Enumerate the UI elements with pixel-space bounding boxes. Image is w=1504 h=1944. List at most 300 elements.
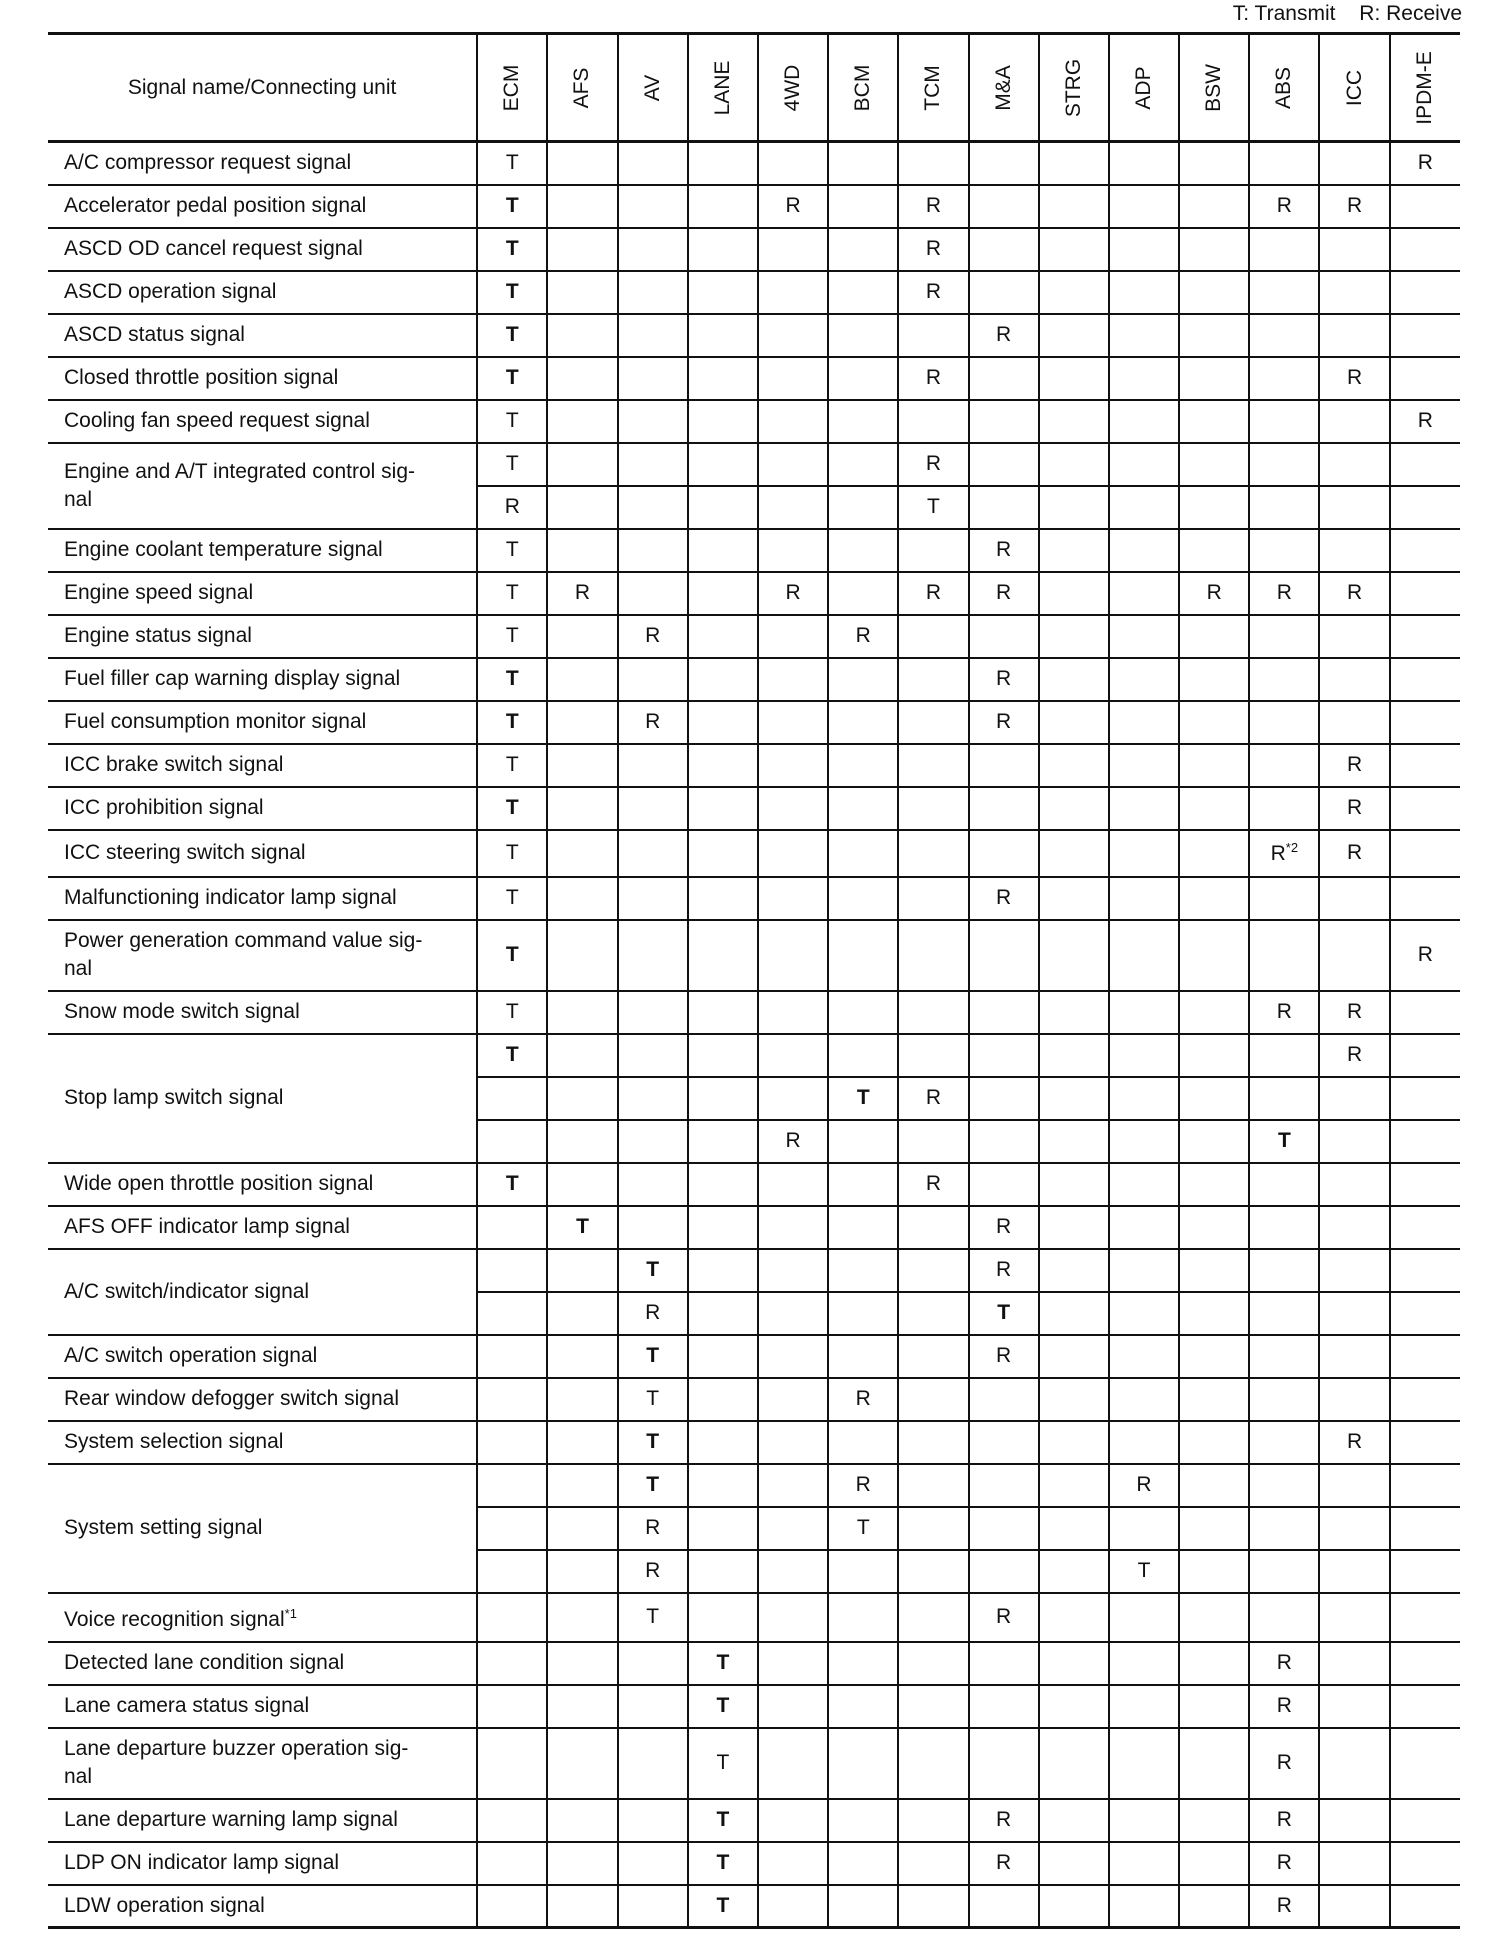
signal-cell-strg	[1039, 877, 1109, 920]
signal-cell-4wd	[758, 271, 828, 314]
signal-cell-ipdm-e	[1390, 1077, 1460, 1120]
signal-name-cell: A/C switch/indicator signal	[48, 1249, 477, 1335]
signal-cell-lane	[688, 1206, 758, 1249]
signal-cell-m-a	[969, 830, 1039, 877]
signal-name-cell: Lane camera status signal	[48, 1685, 477, 1728]
unit-header-4wd	[758, 34, 828, 142]
signal-name-cell: Power generation command value sig- nal	[48, 920, 477, 991]
signal-cell-m-a	[969, 1885, 1039, 1928]
signal-cell-afs	[547, 1507, 617, 1550]
signal-cell-icc	[1319, 1120, 1389, 1163]
legend-receive: R: Receive	[1359, 2, 1462, 25]
unit-header-label: AV	[640, 74, 664, 101]
signal-cell-ipdm-e	[1390, 1249, 1460, 1292]
signal-cell-4wd	[758, 1335, 828, 1378]
signal-cell-bsw	[1179, 877, 1249, 920]
signal-cell-av	[618, 314, 688, 357]
signal-name-cell: Rear window defogger switch signal	[48, 1378, 477, 1421]
signal-cell-bcm	[828, 357, 898, 400]
signal-cell-icc	[1319, 486, 1389, 529]
signal-cell-tcm	[898, 920, 968, 991]
signal-cell-afs	[547, 658, 617, 701]
signal-cell-abs	[1249, 271, 1319, 314]
signal-cell-afs	[547, 991, 617, 1034]
signal-cell-adp	[1109, 1335, 1179, 1378]
table-row	[48, 228, 1460, 271]
signal-cell-ipdm-e	[1390, 991, 1460, 1034]
signal-cell-ecm	[477, 1077, 547, 1120]
signal-cell-abs: R	[1249, 1842, 1319, 1885]
signal-cell-tcm	[898, 142, 968, 185]
signal-name-cell: ASCD status signal	[48, 314, 477, 357]
signal-cell-afs	[547, 486, 617, 529]
signal-cell-afs	[547, 357, 617, 400]
table-row	[48, 1206, 1460, 1249]
signal-cell-4wd: R	[758, 1120, 828, 1163]
signal-cell-afs	[547, 314, 617, 357]
signal-cell-icc	[1319, 400, 1389, 443]
signal-cell-tcm	[898, 658, 968, 701]
signal-cell-bcm	[828, 1550, 898, 1593]
signal-cell-av	[618, 357, 688, 400]
signal-cell-av	[618, 787, 688, 830]
signal-cell-ipdm-e	[1390, 1378, 1460, 1421]
signal-cell-4wd	[758, 1593, 828, 1642]
signal-cell-av: R	[618, 615, 688, 658]
signal-cell-m-a: R	[969, 1593, 1039, 1642]
signal-cell-tcm	[898, 1292, 968, 1335]
signal-cell-ipdm-e	[1390, 1842, 1460, 1885]
signal-cell-ecm	[477, 1120, 547, 1163]
signal-cell-bsw	[1179, 1728, 1249, 1799]
signal-cell-av	[618, 1034, 688, 1077]
signal-cell-bsw	[1179, 443, 1249, 486]
unit-header-m-a	[969, 34, 1039, 142]
signal-cell-adp	[1109, 1842, 1179, 1885]
signal-cell-afs	[547, 920, 617, 991]
signal-cell-bsw	[1179, 1292, 1249, 1335]
signal-cell-tcm	[898, 701, 968, 744]
signal-cell-bcm	[828, 1249, 898, 1292]
signal-cell-adp	[1109, 443, 1179, 486]
table-row	[48, 400, 1460, 443]
signal-cell-bsw	[1179, 1335, 1249, 1378]
signal-cell-ipdm-e	[1390, 314, 1460, 357]
signal-cell-m-a: R	[969, 1842, 1039, 1885]
signal-cell-afs	[547, 1335, 617, 1378]
signal-cell-icc	[1319, 1885, 1389, 1928]
signal-cell-m-a	[969, 1550, 1039, 1593]
signal-cell-afs	[547, 1685, 617, 1728]
signal-cell-lane	[688, 1464, 758, 1507]
signal-name-cell: Closed throttle position signal	[48, 357, 477, 400]
signal-cell-tcm	[898, 1642, 968, 1685]
signal-cell-m-a	[969, 787, 1039, 830]
signal-cell-afs	[547, 1550, 617, 1593]
signal-cell-bcm	[828, 830, 898, 877]
unit-header-afs	[547, 34, 617, 142]
signal-cell-bcm	[828, 787, 898, 830]
signal-cell-ecm	[477, 1550, 547, 1593]
signal-cell-bsw	[1179, 1464, 1249, 1507]
signal-cell-icc: R	[1319, 744, 1389, 787]
signal-cell-4wd	[758, 1034, 828, 1077]
signal-cell-tcm	[898, 1507, 968, 1550]
signal-cell-icc	[1319, 1163, 1389, 1206]
signal-cell-bsw	[1179, 1642, 1249, 1685]
table-row	[48, 1249, 1460, 1292]
signal-cell-av	[618, 830, 688, 877]
signal-cell-ipdm-e	[1390, 185, 1460, 228]
signal-cell-ecm	[477, 1799, 547, 1842]
signal-cell-lane	[688, 443, 758, 486]
signal-cell-adp: T	[1109, 1550, 1179, 1593]
signal-cell-bcm	[828, 271, 898, 314]
signal-cell-icc	[1319, 1550, 1389, 1593]
signal-cell-lane	[688, 1034, 758, 1077]
unit-header-label: STRG	[1061, 58, 1085, 117]
signal-cell-icc	[1319, 615, 1389, 658]
signal-cell-strg	[1039, 185, 1109, 228]
signal-cell-icc	[1319, 1507, 1389, 1550]
unit-header-adp	[1109, 34, 1179, 142]
signal-cell-bcm	[828, 1421, 898, 1464]
signal-cell-adp	[1109, 1885, 1179, 1928]
unit-header-label: AFS	[570, 67, 594, 108]
signal-cell-strg	[1039, 1292, 1109, 1335]
signal-cell-afs	[547, 1464, 617, 1507]
signal-cell-abs	[1249, 228, 1319, 271]
signal-cell-ipdm-e	[1390, 1034, 1460, 1077]
signal-cell-bcm: T	[828, 1507, 898, 1550]
signal-cell-lane	[688, 991, 758, 1034]
signal-cell-icc: R	[1319, 357, 1389, 400]
signal-cell-lane	[688, 744, 758, 787]
signal-cell-m-a	[969, 443, 1039, 486]
signal-cell-strg	[1039, 314, 1109, 357]
table-row	[48, 1163, 1460, 1206]
signal-cell-bcm	[828, 744, 898, 787]
signal-cell-ipdm-e	[1390, 228, 1460, 271]
signal-cell-adp	[1109, 1593, 1179, 1642]
signal-cell-bsw	[1179, 142, 1249, 185]
signal-cell-afs	[547, 1642, 617, 1685]
signal-cell-bcm	[828, 228, 898, 271]
signal-cell-bsw	[1179, 486, 1249, 529]
table-row	[48, 877, 1460, 920]
signal-cell-bsw	[1179, 1034, 1249, 1077]
signal-cell-ecm	[477, 1728, 547, 1799]
signal-cell-abs	[1249, 658, 1319, 701]
signal-cell-m-a	[969, 1642, 1039, 1685]
signal-cell-tcm	[898, 529, 968, 572]
signal-cell-ecm: T	[477, 572, 547, 615]
signal-cell-abs	[1249, 314, 1319, 357]
signal-cell-ipdm-e	[1390, 787, 1460, 830]
signal-cell-strg	[1039, 1550, 1109, 1593]
signal-cell-icc: R	[1319, 787, 1389, 830]
table-row	[48, 1335, 1460, 1378]
signal-cell-tcm	[898, 1335, 968, 1378]
signal-cell-afs	[547, 787, 617, 830]
signal-cell-strg	[1039, 572, 1109, 615]
signal-cell-strg	[1039, 1593, 1109, 1642]
signal-cell-bcm	[828, 1034, 898, 1077]
signal-cell-4wd	[758, 1728, 828, 1799]
signal-cell-av	[618, 744, 688, 787]
signal-cell-bcm	[828, 1292, 898, 1335]
signal-cell-icc	[1319, 314, 1389, 357]
signal-cell-lane	[688, 572, 758, 615]
signal-cell-abs: $R^{*2}$	[1249, 830, 1319, 877]
signal-cell-adp	[1109, 1034, 1179, 1077]
signal-cell-bcm	[828, 1206, 898, 1249]
signal-cell-abs: R	[1249, 991, 1319, 1034]
signal-cell-ipdm-e	[1390, 1206, 1460, 1249]
signal-cell-strg	[1039, 920, 1109, 991]
signal-name-cell: Detected lane condition signal	[48, 1642, 477, 1685]
signal-name-cell: Lane departure warning lamp signal	[48, 1799, 477, 1842]
signal-cell-afs	[547, 1378, 617, 1421]
signal-cell-m-a: R	[969, 658, 1039, 701]
signal-cell-m-a	[969, 185, 1039, 228]
signal-cell-bcm	[828, 991, 898, 1034]
signal-cell-4wd	[758, 486, 828, 529]
signal-cell-tcm	[898, 1034, 968, 1077]
signal-cell-bsw	[1179, 1077, 1249, 1120]
signal-cell-av	[618, 658, 688, 701]
signal-cell-av	[618, 185, 688, 228]
signal-cell-ipdm-e	[1390, 529, 1460, 572]
signal-cell-av	[618, 443, 688, 486]
signal-cell-ipdm-e	[1390, 1685, 1460, 1728]
signal-cell-bsw	[1179, 744, 1249, 787]
signal-cell-adp	[1109, 1249, 1179, 1292]
signal-cell-av	[618, 1642, 688, 1685]
signal-cell-afs	[547, 1728, 617, 1799]
signal-cell-av: T	[618, 1464, 688, 1507]
signal-cell-icc: R	[1319, 1034, 1389, 1077]
signal-cell-strg	[1039, 1685, 1109, 1728]
unit-header-bcm	[828, 34, 898, 142]
signal-cell-tcm: R	[898, 357, 968, 400]
signal-cell-m-a: R	[969, 314, 1039, 357]
signal-cell-ecm	[477, 1421, 547, 1464]
signal-cell-strg	[1039, 271, 1109, 314]
signal-name-cell: A/C switch operation signal	[48, 1335, 477, 1378]
table-row	[48, 314, 1460, 357]
signal-cell-abs: T	[1249, 1120, 1319, 1163]
signal-cell-4wd	[758, 991, 828, 1034]
signal-cell-bsw	[1179, 400, 1249, 443]
signal-cell-adp	[1109, 185, 1179, 228]
signal-cell-bsw	[1179, 1249, 1249, 1292]
signal-cell-bcm	[828, 1685, 898, 1728]
signal-cell-tcm: T	[898, 486, 968, 529]
signal-cell-tcm	[898, 1593, 968, 1642]
unit-header-av	[618, 34, 688, 142]
signal-name-cell: LDW operation signal	[48, 1885, 477, 1928]
signal-cell-4wd	[758, 1885, 828, 1928]
signal-cell-bcm	[828, 1642, 898, 1685]
signal-cell-bsw	[1179, 529, 1249, 572]
signal-cell-abs: R	[1249, 1799, 1319, 1842]
signal-cell-adp	[1109, 1685, 1179, 1728]
signal-cell-adp	[1109, 1642, 1179, 1685]
signal-name-cell: Malfunctioning indicator lamp signal	[48, 877, 477, 920]
signal-cell-abs	[1249, 1249, 1319, 1292]
signal-cell-icc	[1319, 1842, 1389, 1885]
signal-cell-icc	[1319, 1728, 1389, 1799]
signal-cell-abs	[1249, 1378, 1319, 1421]
signal-cell-bcm	[828, 529, 898, 572]
signal-cell-ecm	[477, 1206, 547, 1249]
signal-cell-m-a: R	[969, 1335, 1039, 1378]
unit-header-abs	[1249, 34, 1319, 142]
signal-cell-icc: R	[1319, 185, 1389, 228]
signal-cell-abs	[1249, 1550, 1319, 1593]
signal-cell-abs: R	[1249, 1642, 1319, 1685]
signal-name-cell: LDP ON indicator lamp signal	[48, 1842, 477, 1885]
signal-cell-ecm	[477, 1885, 547, 1928]
signal-cell-ipdm-e	[1390, 271, 1460, 314]
signal-cell-abs	[1249, 1077, 1319, 1120]
signal-cell-av	[618, 486, 688, 529]
unit-header-label: LANE	[710, 60, 734, 115]
signal-name-header: Signal name/Connecting unit	[48, 34, 477, 142]
signal-cell-strg	[1039, 1120, 1109, 1163]
signal-cell-lane	[688, 314, 758, 357]
signal-cell-icc	[1319, 1593, 1389, 1642]
table-row	[48, 787, 1460, 830]
signal-cell-icc	[1319, 228, 1389, 271]
signal-cell-4wd	[758, 830, 828, 877]
signal-cell-ipdm-e	[1390, 830, 1460, 877]
signal-cell-afs	[547, 443, 617, 486]
signal-cell-abs	[1249, 1206, 1319, 1249]
signal-cell-abs	[1249, 1593, 1319, 1642]
signal-cell-4wd	[758, 1507, 828, 1550]
signal-cell-ecm: T	[477, 658, 547, 701]
signal-cell-ecm: T	[477, 920, 547, 991]
signal-cell-strg	[1039, 1249, 1109, 1292]
signal-cell-bsw	[1179, 1685, 1249, 1728]
signal-cell-m-a: R	[969, 1799, 1039, 1842]
table-row	[48, 1728, 1460, 1799]
signal-cell-m-a	[969, 1685, 1039, 1728]
signal-cell-bcm: R	[828, 615, 898, 658]
signal-cell-abs	[1249, 1507, 1319, 1550]
signal-cell-lane	[688, 1335, 758, 1378]
signal-cell-afs	[547, 1249, 617, 1292]
signal-cell-av	[618, 1728, 688, 1799]
signal-cell-4wd	[758, 357, 828, 400]
signal-cell-adp	[1109, 228, 1179, 271]
signal-cell-ipdm-e: R	[1390, 142, 1460, 185]
signal-cell-4wd: R	[758, 572, 828, 615]
signal-cell-icc	[1319, 1378, 1389, 1421]
unit-header-label: 4WD	[781, 64, 805, 111]
signal-cell-m-a	[969, 228, 1039, 271]
signal-cell-4wd	[758, 400, 828, 443]
signal-cell-abs	[1249, 877, 1319, 920]
signal-cell-icc	[1319, 142, 1389, 185]
signal-cell-bsw	[1179, 1421, 1249, 1464]
signal-cell-tcm: R	[898, 1077, 968, 1120]
signal-cell-lane	[688, 228, 758, 271]
signal-cell-icc	[1319, 1335, 1389, 1378]
signal-cell-ecm	[477, 1249, 547, 1292]
signal-cell-bcm: R	[828, 1464, 898, 1507]
signal-cell-av: T	[618, 1249, 688, 1292]
signal-cell-adp	[1109, 991, 1179, 1034]
signal-cell-lane	[688, 1163, 758, 1206]
signal-cell-lane: T	[688, 1685, 758, 1728]
signal-cell-av: T	[618, 1335, 688, 1378]
signal-cell-4wd	[758, 658, 828, 701]
signal-cell-4wd	[758, 744, 828, 787]
signal-cell-strg	[1039, 1034, 1109, 1077]
signal-cell-av	[618, 1077, 688, 1120]
signal-cell-abs: R	[1249, 1885, 1319, 1928]
signal-cell-afs	[547, 1120, 617, 1163]
signal-cell-lane	[688, 1120, 758, 1163]
signal-cell-afs	[547, 1077, 617, 1120]
signal-cell-bcm	[828, 142, 898, 185]
table-row	[48, 1885, 1460, 1928]
signal-cell-av	[618, 529, 688, 572]
signal-cell-ecm: T	[477, 991, 547, 1034]
table-row	[48, 1421, 1460, 1464]
signal-cell-4wd	[758, 1685, 828, 1728]
signal-cell-4wd	[758, 1163, 828, 1206]
signal-cell-av: T	[618, 1593, 688, 1642]
signal-cell-bcm	[828, 314, 898, 357]
legend-transmit: T: Transmit	[1232, 2, 1336, 25]
signal-cell-lane: T	[688, 1885, 758, 1928]
signal-cell-4wd	[758, 1464, 828, 1507]
signal-cell-strg	[1039, 1421, 1109, 1464]
signal-cell-av	[618, 1799, 688, 1842]
signal-cell-afs	[547, 271, 617, 314]
signal-name-cell: ICC brake switch signal	[48, 744, 477, 787]
signal-cell-tcm	[898, 877, 968, 920]
signal-cell-ipdm-e	[1390, 1292, 1460, 1335]
signal-cell-adp	[1109, 1206, 1179, 1249]
unit-header-ipdm-e	[1390, 34, 1460, 142]
signal-cell-4wd	[758, 920, 828, 991]
signal-cell-ecm: T	[477, 1034, 547, 1077]
signal-cell-afs	[547, 1593, 617, 1642]
signal-cell-bcm	[828, 185, 898, 228]
signal-cell-av	[618, 1685, 688, 1728]
signal-cell-adp	[1109, 271, 1179, 314]
signal-cell-afs	[547, 1421, 617, 1464]
signal-name-cell: ICC prohibition signal	[48, 787, 477, 830]
signal-cell-av	[618, 142, 688, 185]
signal-cell-av	[618, 228, 688, 271]
signal-cell-tcm	[898, 615, 968, 658]
signal-cell-av	[618, 920, 688, 991]
signal-cell-bsw	[1179, 1507, 1249, 1550]
signal-cell-abs	[1249, 443, 1319, 486]
signal-cell-strg	[1039, 658, 1109, 701]
signal-cell-lane	[688, 1378, 758, 1421]
signal-cell-bsw	[1179, 1378, 1249, 1421]
signal-cell-strg	[1039, 1206, 1109, 1249]
signal-cell-bsw	[1179, 830, 1249, 877]
table-row	[48, 615, 1460, 658]
